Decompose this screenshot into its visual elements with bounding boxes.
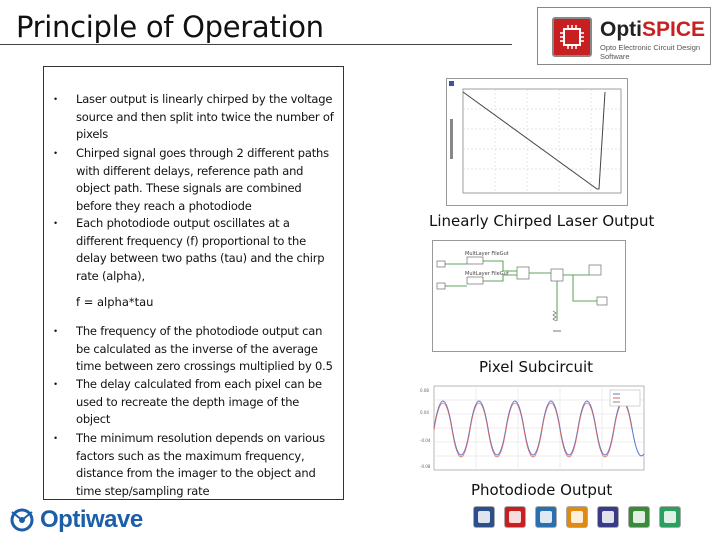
bullet-text: The frequency of the photodiode output can be calculated as the inverse of the average time between zero crossings multiplied by 0.5 bbox=[76, 324, 333, 373]
bullet-dot: • bbox=[54, 379, 58, 389]
slide-title: Principle of Operation bbox=[16, 10, 324, 44]
optisystem-icon bbox=[473, 506, 495, 528]
pixel-subcircuit-image bbox=[432, 240, 626, 352]
bullet-text: The minimum resolution depends on various factors such as the maximum frequency, distance from the imager to the object and time step/sampling rate bbox=[76, 431, 325, 498]
caption-photodiode: Photodiode Output bbox=[471, 481, 613, 499]
svg-text:MultLayer FileGut: MultLayer FileGut bbox=[465, 271, 509, 277]
bullet-dot: • bbox=[54, 433, 58, 443]
svg-text:-0.04: -0.04 bbox=[420, 438, 431, 443]
formula: f = alpha*tau bbox=[76, 295, 154, 309]
svg-text:-0.08: -0.08 bbox=[420, 464, 431, 469]
bullet-text: Chirped signal goes through 2 different paths with different delays, reference path and object path. These signals are combined before they reach a photodiode bbox=[76, 146, 329, 213]
logo-tagline: Opto Electronic Circuit Design Software bbox=[600, 43, 701, 61]
logo-wordmark: OptiSPICE bbox=[600, 18, 706, 41]
caption-chirp: Linearly Chirped Laser Output bbox=[429, 212, 655, 230]
bullet-dot: • bbox=[54, 94, 58, 104]
bullet-dot: • bbox=[54, 326, 58, 336]
optiwave-wordmark: Optiwave bbox=[40, 506, 143, 533]
chip-icon bbox=[552, 17, 592, 57]
bullet-text: The delay calculated from each pixel can be used to recreate the depth image of the object bbox=[76, 377, 322, 426]
optibpm-icon bbox=[535, 506, 557, 528]
optispice-logo bbox=[537, 7, 711, 65]
bullet-text: Each photodiode output oscillates at a different frequency (f) proportional to the delay between two paths (tau) and the chirp rate (alpha), bbox=[76, 216, 325, 283]
optifdtd-icon bbox=[566, 506, 588, 528]
optigrating-icon bbox=[597, 506, 619, 528]
caption-pixel: Pixel Subcircuit bbox=[479, 358, 594, 376]
svg-text:MultLayer FileGut: MultLayer FileGut bbox=[465, 251, 509, 257]
bullet-dot: • bbox=[54, 218, 58, 228]
chirp-plot-image bbox=[446, 78, 628, 206]
svg-text:0.04: 0.04 bbox=[420, 410, 429, 415]
bullet-text: Laser output is linearly chirped by the voltage source and then split into twice the number of pixels bbox=[76, 92, 334, 141]
optifiber-icon bbox=[659, 506, 681, 528]
optimode-icon bbox=[628, 506, 650, 528]
content-textbox bbox=[43, 66, 344, 500]
title-divider bbox=[0, 44, 512, 45]
svg-text:0.08: 0.08 bbox=[420, 388, 429, 393]
optiwave-logo-icon bbox=[8, 506, 38, 539]
photodiode-plot-image bbox=[414, 384, 646, 478]
bullet-dot: • bbox=[54, 148, 58, 158]
optispice-icon bbox=[504, 506, 526, 528]
